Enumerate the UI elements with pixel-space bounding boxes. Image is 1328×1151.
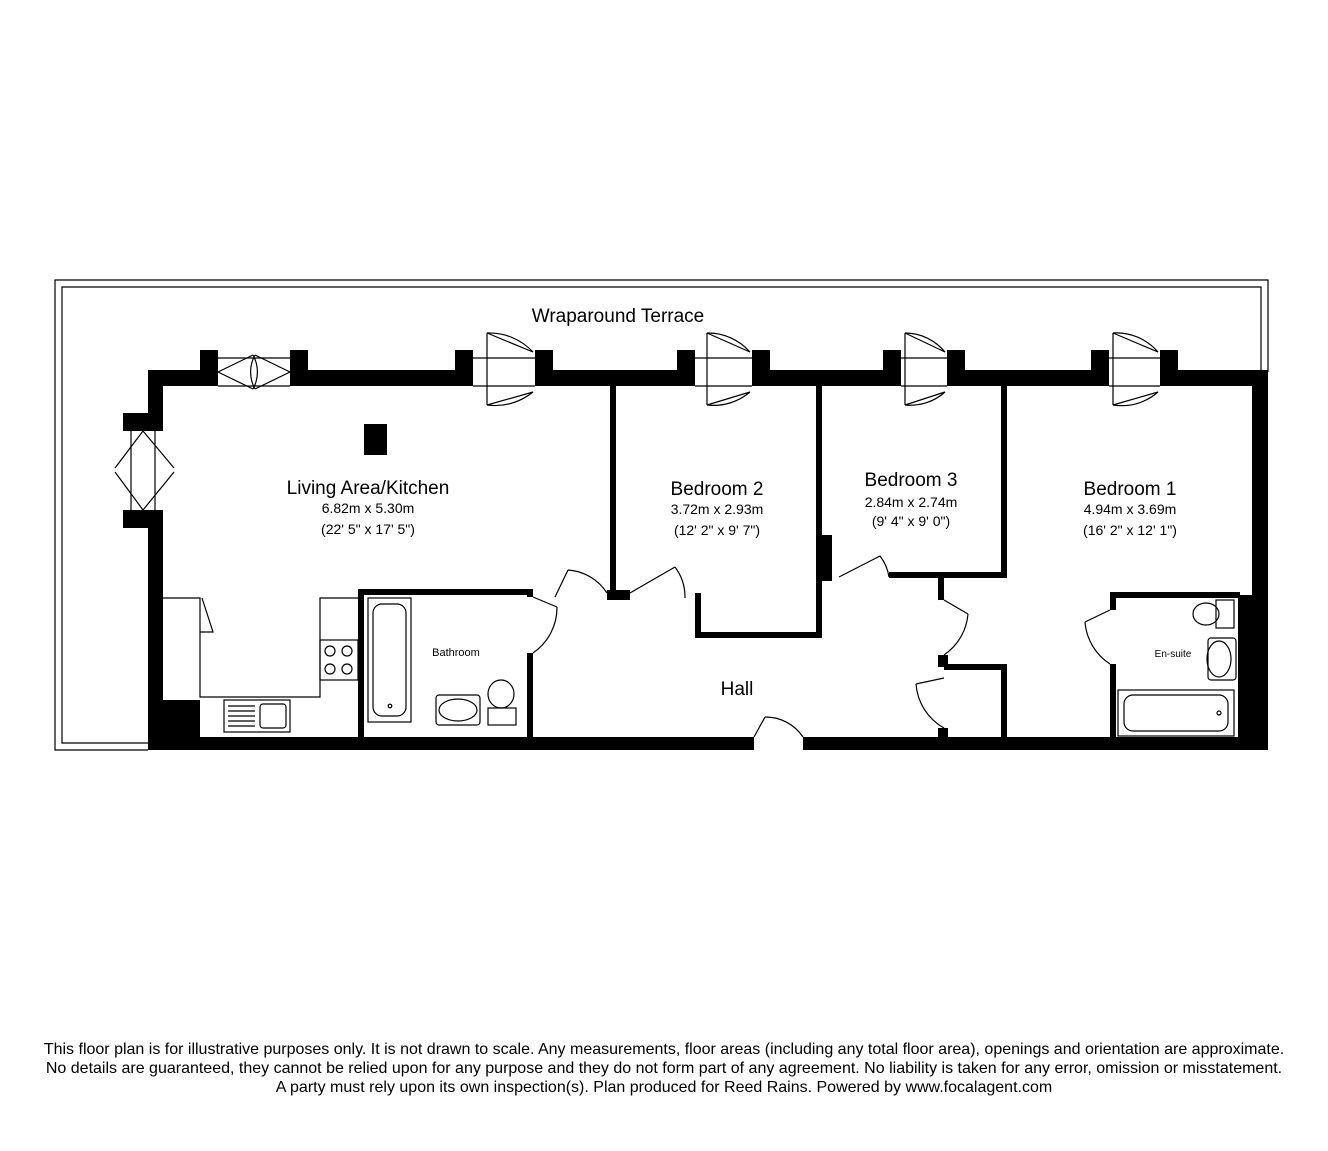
window-icon [473,333,535,406]
door-icon [839,556,889,577]
window-icon [1109,333,1160,406]
window-icon [218,355,290,389]
hall-label: Hall [720,679,754,700]
interior-walls [358,384,1240,744]
living-metric: 6.82m x 5.30m [321,500,415,516]
bedroom1-imperial: (16' 2" x 12' 1") [1083,522,1177,538]
ensuite-label: En-suite [1154,649,1192,660]
door-icon [1085,610,1110,664]
door-icon [630,567,685,598]
bedroom2-imperial: (12' 2" x 9' 7") [673,522,761,538]
bathroom-fittings [368,598,516,725]
bedroom3-metric: 2.84m x 2.74m [864,494,958,510]
window-icon [695,333,752,405]
living-imperial: (22' 5" x 17' 5") [321,521,415,537]
ensuite-fittings [1118,600,1236,736]
door-icon [533,597,557,653]
door-icon [944,600,968,655]
bedroom2-metric: 3.72m x 2.93m [670,501,764,517]
door-icon [916,678,944,728]
door-icon [555,570,607,597]
terrace-label: Wraparound Terrace [531,306,705,327]
bedroom3-imperial: (9' 4" x 9' 0") [871,513,951,529]
window-icon [901,333,947,405]
bedroom3-name: Bedroom 3 [864,470,958,491]
bathroom-label: Bathroom [432,647,480,659]
bedroom1-name: Bedroom 1 [1083,479,1177,500]
door-icon [754,717,803,737]
bedroom2-name: Bedroom 2 [670,479,764,500]
disclaimer-text: This floor plan is for illustrative purposes only. It is not drawn to scale. Any measurements, floor areas (including any total floor area), openings and orientation are approximate. No details are guaranteed, they cannot be relied upon for any purpose and they do not form part of any agreement. No liability is taken for any error, omission or misstatement. A party must rely upon its own inspection(s). Plan produced for Reed Rains. Powered by www.focalagent.com [43,1041,1285,1096]
outer-walls [123,350,1268,750]
bedroom1-metric: 4.94m x 3.69m [1083,501,1177,517]
living-name: Living Area/Kitchen [286,478,450,499]
window-icon [115,431,174,510]
